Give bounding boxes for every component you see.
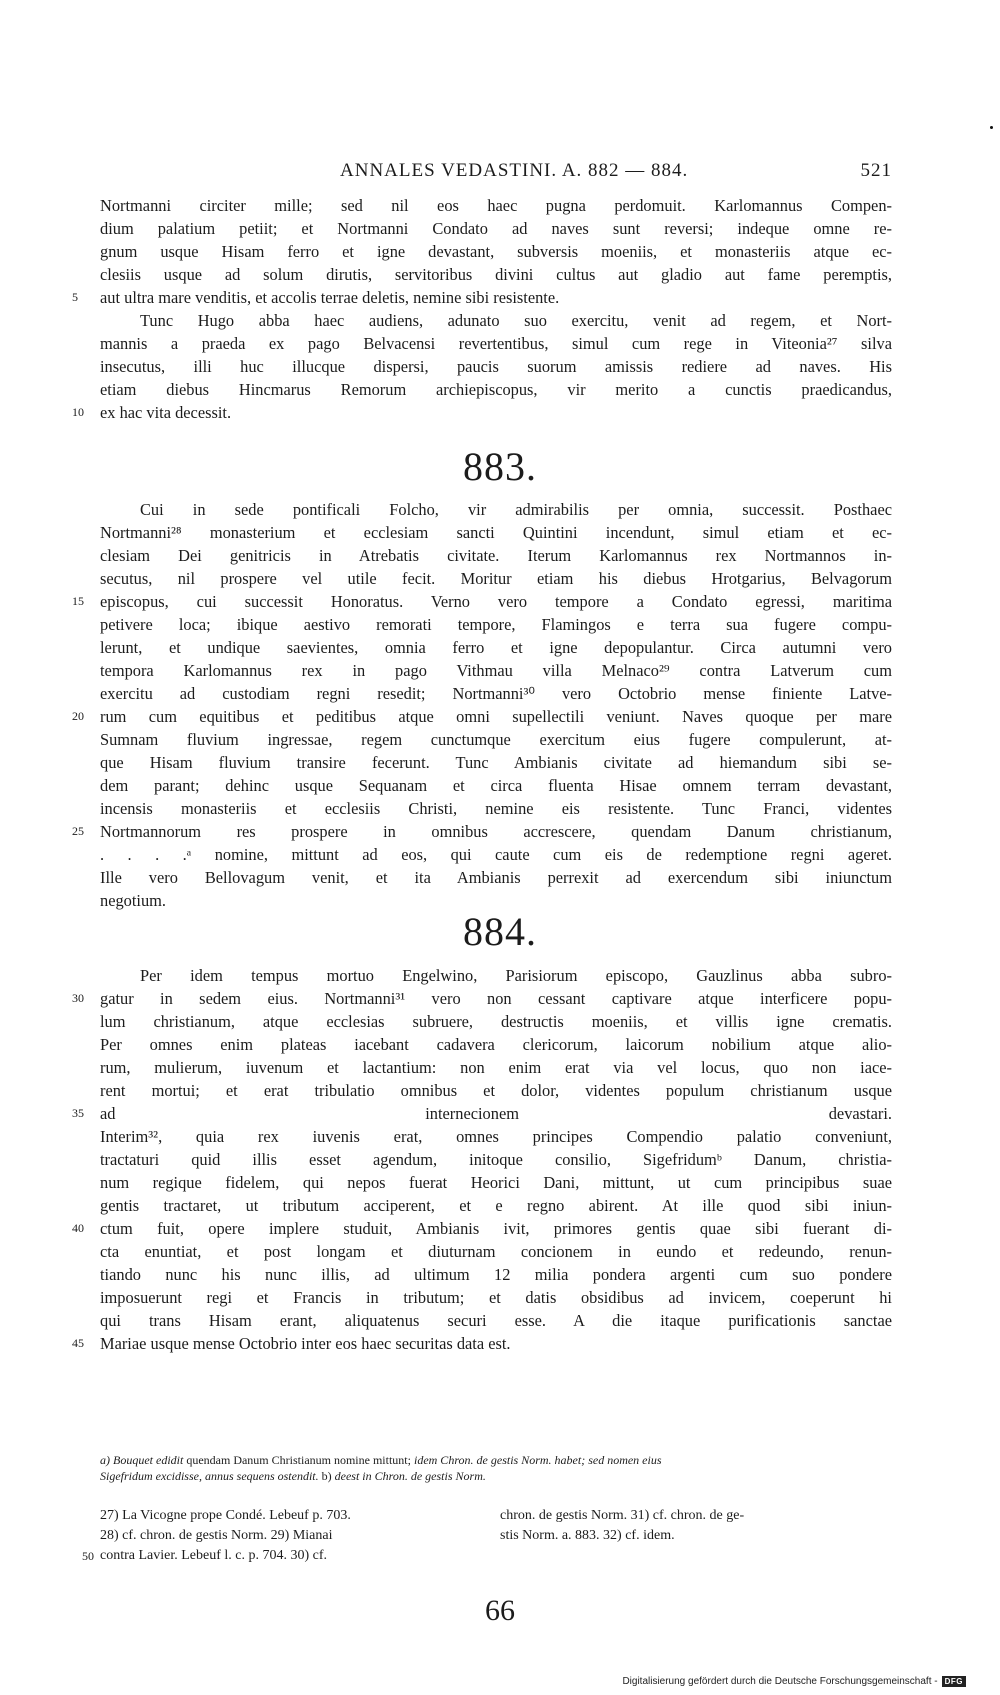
line-text: exercitu ad custodiam regni resedit; Nortmanni³⁰ vero Octobrio mense finiente Latve- [100,684,892,703]
line-text: gatur in sedem eius. Nortmanni³¹ vero non cessant captivare atque interficere popu- [100,989,892,1008]
line-text: lerunt, et undique saevientes, omnia ferro et igne depopulantur. Circa autumni vero [100,638,892,657]
text-block-882 [72,194,892,424]
line-text: tempora Karlomannus rex in pago Vithmau villa Melnaco²⁹ contra Latverum cum [100,661,892,680]
line-text: mannis a praeda ex pago Belvacensi revertentibus, simul cum rege in Viteonia²⁷ silva [100,334,892,353]
page-number: 521 [860,160,892,181]
line-text: gentis tractaret, ut tributum acciperent, et e regno abirent. At ille quod sibi iniun- [100,1196,892,1215]
text-line [72,820,892,843]
line-text: dem parant; dehinc usque Sequanam et circa fluenta Hisae omnem terram devastant, [100,776,892,795]
line-text: insecutus, illi huc illucque dispersi, paucis suorum amissis rediere ad naves. His [100,357,892,376]
text-line [100,194,892,217]
text-line [100,843,892,866]
line-text: petivere loca; ibique aestivo remorati tempore, Flamingos e terra sua fugere compu- [100,615,892,634]
text-line [100,309,892,332]
dfg-logo: DFG [942,1676,966,1687]
text-line [72,987,892,1010]
text-line [100,1240,892,1263]
text-line [100,498,892,521]
line-text: ex hac vita decessit. [100,403,232,422]
line-text: incensis monasteriis et ecclesiis Christi, nemine eis resistente. Tunc Franci, videntes [100,799,892,818]
line-number: 20 [72,709,84,723]
note-left: 28) cf. chron. de gestis Norm. 29) Mianai [100,1528,333,1543]
text-line [100,866,892,889]
line-text: negotium. [100,891,167,910]
year-heading-883: 883. [463,444,537,489]
text-line [100,797,892,820]
line-text: Per idem tempus mortuo Engelwino, Parisiorum episcopo, Gauzlinus abba subro- [140,966,892,985]
credit-text: Digitalisierung gefördert durch die Deutsche Forschungsgemeinschaft - [622,1676,938,1687]
line-text: Per omnes enim plateas iacebant cadavera clericorum, laicorum nobilium atque alio- [100,1035,892,1054]
text-line [100,332,892,355]
text-block-883 [72,498,892,912]
line-text: aut ultra mare venditis, et accolis terrae deletis, nemine sibi resistente. [100,288,560,307]
text-line [72,1217,892,1240]
text-line [100,1171,892,1194]
text-line [100,1286,892,1309]
line-text: cta enuntiat, et post longam et diuturnam concionem in eundo et redeundo, renun- [100,1242,892,1261]
line-text: num regique fidelem, qui nepos fuerat Heorici Dani, mittunt, ut cum principibus suae [100,1173,892,1192]
line-text: Cui in sede pontificali Folcho, vir admirabilis per omnia, successit. Posthaec [140,500,892,519]
text-line [72,1102,892,1125]
line-number: 35 [72,1106,84,1120]
line-number: 15 [72,594,84,608]
line-text: Mariae usque mense Octobrio inter eos haec securitas data est. [100,1334,511,1353]
line-number: 45 [72,1336,84,1350]
line-text: rum, mulierum, iuvenum et lactantium: non enim erat via vel locus, quo non iace- [100,1058,892,1077]
line-text: tractaturi quid illis esset agendum, initoque consilio, Sigefridumᵇ Danum, christia- [100,1150,892,1169]
line-text: . . . .ᵃ nomine, mittunt ad eos, qui caute cum eis de redemptione regni ageret. [100,845,892,864]
line-number: 40 [72,1221,84,1235]
line-text: gnum usque Hisam ferro et igne devastant, subversis moeniis, et monasteriis atque ec- [100,242,892,261]
text-line [100,1194,892,1217]
text-line [72,590,892,613]
line-text: etiam diebus Hincmarus Remorum archiepiscopus, vir merito a cunctis praedicandus, [100,380,892,399]
text-line [100,1010,892,1033]
note-left: 27) La Vicogne prope Condé. Lebeuf p. 703. [100,1508,351,1523]
text-line [100,240,892,263]
year-heading-884: 884. [463,909,537,954]
text-line [100,567,892,590]
line-number: 10 [72,405,84,419]
speck-mark [990,126,993,129]
text-line [100,1125,892,1148]
line-text: Sumnam fluvium ingressae, regem cunctumque exercitum eius fugere compulerunt, at- [100,730,892,749]
line-text: Interim³², quia rex iuvenis erat, omnes principes Compendio palatio conveniunt, [100,1127,892,1146]
text-line [100,1056,892,1079]
note-right: chron. de gestis Norm. 31) cf. chron. de ge- [500,1508,745,1523]
line-text: Tunc Hugo abba haec audiens, adunato suo exercitu, venit ad regem, et Nort- [140,311,892,330]
line-text: Ille vero Bellovagum venit, et ita Ambianis perrexit ad exercendum sibi iniunctum [100,868,892,887]
text-line [100,682,892,705]
letter-footnote-line: a) Bouquet edidit quendam Danum Christianum nomine mittunt; idem Chron. de gestis Norm. habet; sed nomen eius [100,1453,662,1467]
line-text: tiando nunc his nunc illis, ad ultimum 12 milia pondera argenti cum suo pondere [100,1265,892,1284]
note-row [100,1506,892,1526]
note-row [100,1526,892,1546]
line-text: que Hisam fluvium transire fecerunt. Tunc Ambianis civitate ad hiemandum sibi se- [100,753,892,772]
text-line [100,728,892,751]
letter-footnote-line: Sigefridum excidisse, annus sequens ostendit. b) deest in Chron. de gestis Norm. [100,1469,486,1483]
text-line [100,544,892,567]
note-left: contra Lavier. Lebeuf l. c. p. 704. 30) cf. [100,1548,328,1563]
line-text: rum cum equitibus et peditibus atque omni supellectili veniunt. Naves quoque per mare [100,707,892,726]
line-text: ad internecionem devastari. [100,1104,892,1123]
text-line [100,355,892,378]
line-text: secutus, nil prospere vel utile fecit. Moritur etiam his diebus Hrotgarius, Belvagorum [100,569,892,588]
text-line [72,705,892,728]
text-line [100,263,892,286]
line-text: Nortmanni circiter mille; sed nil eos haec pugna perdomuit. Karlomannus Compen- [100,196,892,215]
line-number: 25 [72,824,84,838]
line-text: rent mortui; et erat tribulatio omnibus et dolor, videntes populum christianum usque [100,1081,892,1100]
line-text: clesiis usque ad solum dirutis, servitoribus divini cultus aut gladio aut fame peremptis, [100,265,892,284]
line-text: qui trans Hisam erant, aliquatenus securi esse. A die itaque purificationis sanctae [100,1311,892,1330]
text-line [100,1263,892,1286]
numbered-notes [82,1506,892,1566]
digitization-credit [622,1676,966,1687]
line-text: clesiam Dei genitricis in Atrebatis civitate. Iterum Karlomannus rex Nortmannos in- [100,546,892,565]
text-line [100,217,892,240]
line-text: ctum fuit, opere implere studuit, Ambianis ivit, primores gentis quae sibi fuerant di- [100,1219,892,1238]
text-line [100,774,892,797]
note-right: stis Norm. a. 883. 32) cf. idem. [500,1528,675,1543]
text-line [72,286,892,309]
line-text: episcopus, cui successit Honoratus. Verno vero tempore a Condato egressi, maritima [100,592,892,611]
text-line [100,1033,892,1056]
line-number: 5 [72,290,78,304]
text-line [100,378,892,401]
text-line [100,1309,892,1332]
text-line [100,521,892,544]
text-line [100,751,892,774]
line-text: imposuerunt regi et Francis in tributum; et datis obsidibus ad invicem, coeperunt hi [100,1288,892,1307]
text-block-884 [72,964,892,1355]
letter-footnotes [100,1452,892,1484]
signature-mark: 66 [485,1594,515,1627]
text-line [72,401,892,424]
line-text: Nortmannorum res prospere in omnibus accrescere, quendam Danum christianum, [100,822,892,841]
line-number: 50 [82,1549,94,1563]
text-line [100,1148,892,1171]
text-line [100,1079,892,1102]
running-header [100,160,892,184]
text-line [100,613,892,636]
text-line [100,636,892,659]
header-title: ANNALES VEDASTINI. A. 882 — 884. [340,160,689,181]
text-line [100,659,892,682]
line-text: Nortmanni²⁸ monasterium et ecclesiam sancti Quintini incendunt, simul etiam et ec- [100,523,892,542]
line-text: dium palatium petiit; et Nortmanni Condato ad naves sunt reversi; indeque omne re- [100,219,892,238]
note-row [82,1546,892,1566]
line-number: 30 [72,991,84,1005]
line-text: lum christianum, atque ecclesias subruere, destructis moeniis, et villis igne crematis. [100,1012,892,1031]
text-line [72,1332,892,1355]
text-line [100,964,892,987]
